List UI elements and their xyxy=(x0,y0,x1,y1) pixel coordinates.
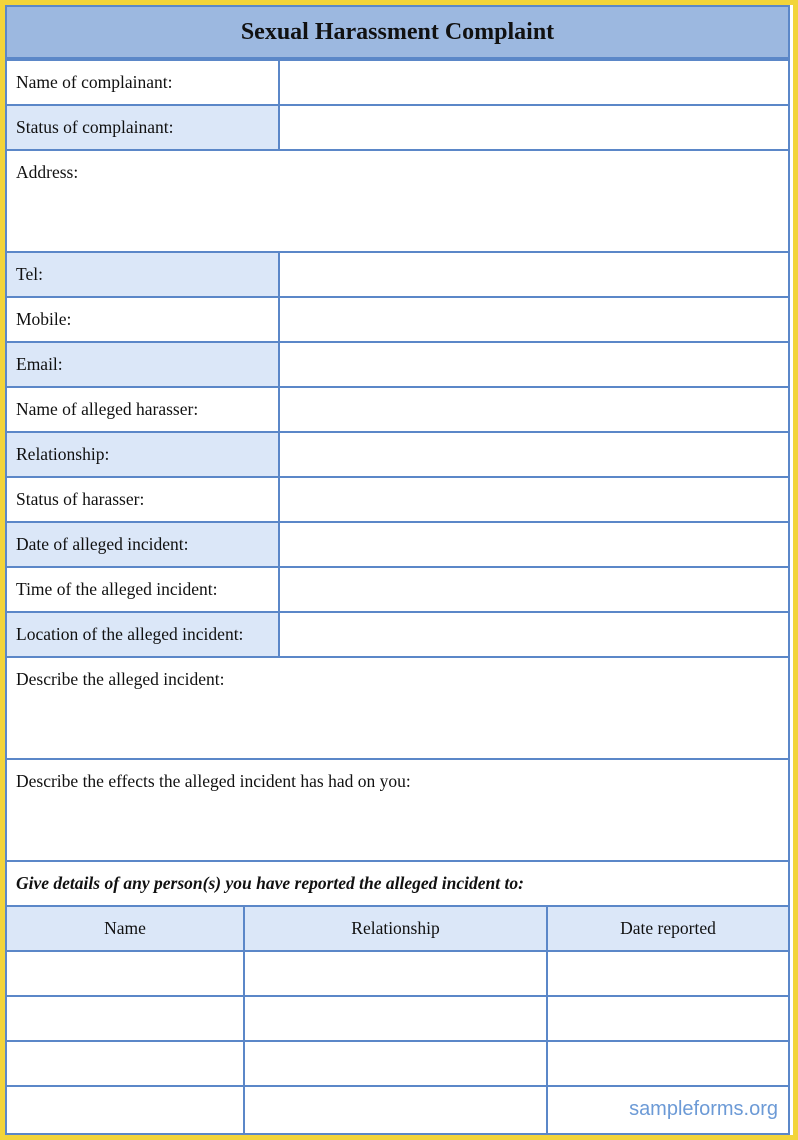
tel-field[interactable] xyxy=(278,251,790,298)
field-label: Date of alleged incident: xyxy=(5,521,280,568)
relationship-field[interactable] xyxy=(278,431,790,478)
field-row-mobile xyxy=(5,296,790,343)
field-label: Name of alleged harasser: xyxy=(5,386,280,433)
field-row-status-of-harasser xyxy=(5,476,790,523)
reported-relationship-cell[interactable] xyxy=(243,1085,548,1135)
incident-date-field[interactable] xyxy=(278,521,790,568)
field-row-time-of-incident xyxy=(5,566,790,613)
field-label: Describe the alleged incident: xyxy=(16,669,225,689)
describe-effects-field[interactable] xyxy=(5,758,790,862)
reported-name-cell[interactable] xyxy=(5,995,245,1042)
field-label: Location of the alleged incident: xyxy=(5,611,280,658)
field-label: Describe the effects the alleged incident has had on you: xyxy=(16,771,411,791)
name-of-complainant-field[interactable] xyxy=(278,59,790,106)
status-of-complainant-field[interactable] xyxy=(278,104,790,151)
reported-heading-row xyxy=(5,860,790,907)
table-row xyxy=(5,950,790,997)
field-row-address xyxy=(5,149,790,253)
column-header-name: Name xyxy=(5,905,245,952)
field-row-email xyxy=(5,341,790,388)
complaint-form xyxy=(5,5,790,1135)
alleged-harasser-name-field[interactable] xyxy=(278,386,790,433)
field-label: Address: xyxy=(16,162,79,182)
table-row xyxy=(5,1040,790,1087)
field-row-date-of-incident xyxy=(5,521,790,568)
field-row-tel xyxy=(5,251,790,298)
field-label: Mobile: xyxy=(5,296,280,343)
field-label: Tel: xyxy=(5,251,280,298)
reported-relationship-cell[interactable] xyxy=(243,950,548,997)
status-of-harasser-field[interactable] xyxy=(278,476,790,523)
describe-incident-field[interactable] xyxy=(5,656,790,760)
email-field[interactable] xyxy=(278,341,790,388)
field-row-describe-effects xyxy=(5,758,790,862)
reported-name-cell[interactable] xyxy=(5,950,245,997)
field-row-name-of-complainant xyxy=(5,59,790,106)
field-label: Status of complainant: xyxy=(5,104,280,151)
reported-table-header xyxy=(5,905,790,952)
field-label: Email: xyxy=(5,341,280,388)
field-label: Name of complainant: xyxy=(5,59,280,106)
reported-date-cell[interactable] xyxy=(546,1040,790,1087)
field-label: Time of the alleged incident: xyxy=(5,566,280,613)
reported-relationship-cell[interactable] xyxy=(243,995,548,1042)
reported-name-cell[interactable] xyxy=(5,1085,245,1135)
watermark-text: sampleforms.org xyxy=(629,1098,778,1120)
field-label: Status of harasser: xyxy=(5,476,280,523)
table-row xyxy=(5,995,790,1042)
reported-date-cell[interactable] xyxy=(546,995,790,1042)
incident-time-field[interactable] xyxy=(278,566,790,613)
column-header-date-reported: Date reported xyxy=(546,905,790,952)
field-row-describe-incident xyxy=(5,656,790,760)
address-field[interactable] xyxy=(5,149,790,253)
reported-name-cell[interactable] xyxy=(5,1040,245,1087)
incident-location-field[interactable] xyxy=(278,611,790,658)
field-label: Relationship: xyxy=(5,431,280,478)
reported-date-cell[interactable] xyxy=(546,950,790,997)
reported-heading: Give details of any person(s) you have reported the alleged incident to: xyxy=(5,860,790,907)
field-row-name-of-alleged-harasser xyxy=(5,386,790,433)
mobile-field[interactable] xyxy=(278,296,790,343)
form-title: Sexual Harassment Complaint xyxy=(5,5,790,59)
field-row-relationship xyxy=(5,431,790,478)
column-header-relationship: Relationship xyxy=(243,905,548,952)
reported-relationship-cell[interactable] xyxy=(243,1040,548,1087)
field-row-status-of-complainant xyxy=(5,104,790,151)
field-row-location-of-incident xyxy=(5,611,790,658)
